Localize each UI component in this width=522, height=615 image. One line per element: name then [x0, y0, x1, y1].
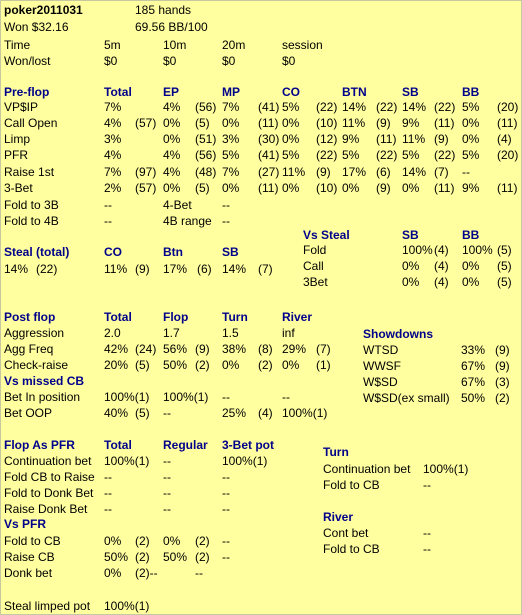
- postflop-cell-value: 50%: [163, 358, 188, 372]
- vs-missed-cb-title: Vs missed CB: [4, 374, 85, 388]
- wonlost-label: Won/lost: [4, 54, 51, 68]
- four-bet-label: 4-Bet: [163, 198, 192, 212]
- vs-steal-cell-count: (5): [497, 275, 512, 289]
- flop-pfr-col-header: 3-Bet pot: [222, 438, 274, 452]
- vs-missed-cb-cell-value: 40%: [104, 406, 129, 420]
- steal-value: 17%: [163, 262, 188, 276]
- preflop-cell-count: (11): [497, 181, 518, 195]
- preflop-cell-value: 5%: [342, 148, 360, 162]
- preflop-cell-count: (5): [195, 116, 210, 130]
- preflop-cell-value: --: [462, 165, 470, 179]
- postflop-col-header: Turn: [222, 310, 248, 324]
- vs-pfr-title: Vs PFR: [4, 517, 47, 531]
- steal-count: (6): [197, 262, 212, 276]
- preflop-cell-value: 9%: [462, 181, 480, 195]
- postflop-cell-value: 38%: [222, 342, 247, 356]
- showdown-value: 67%: [461, 359, 486, 373]
- vs-missed-cb-cell-value: 100%(1): [163, 390, 209, 404]
- postflop-cell-value: 0%: [282, 358, 300, 372]
- bb-per-100: 69.56 BB/100: [135, 20, 208, 34]
- vs-missed-cb-cell-count: (5): [135, 406, 150, 420]
- postflop-cell-count: (1): [316, 358, 331, 372]
- vs-steal-row-label: Call: [303, 259, 324, 273]
- wonlost-20m: $0: [222, 54, 236, 68]
- period-5m: 5m: [104, 38, 121, 52]
- preflop-cell-count: (27): [258, 165, 280, 179]
- preflop-cell-value: 5%: [282, 100, 300, 114]
- hands-count: 185 hands: [135, 3, 192, 17]
- showdown-row-label: WWSF: [363, 359, 401, 373]
- postflop-row-label: Check-raise: [4, 358, 69, 372]
- preflop-col-header: EP: [163, 85, 180, 99]
- preflop-cell-value: 9%: [342, 132, 360, 146]
- preflop-cell-value: 0%: [163, 132, 181, 146]
- preflop-cell-count: (56): [195, 100, 217, 114]
- flop-pfr-row-label: Fold CB to Raise: [4, 470, 95, 484]
- preflop-cell-count: (20): [497, 100, 519, 114]
- postflop-title: Post flop: [4, 310, 56, 324]
- preflop-cell-value: 14%: [342, 100, 367, 114]
- vs-pfr-cell-count: (2): [195, 534, 210, 548]
- preflop-cell-value: 9%: [402, 116, 420, 130]
- steal-count: (22): [36, 262, 58, 276]
- vs-missed-cb-row-label: Bet In position: [4, 390, 81, 404]
- preflop-cell-count: (30): [258, 132, 280, 146]
- vs-missed-cb-cell-value: --: [222, 390, 230, 404]
- preflop-cell-value: 7%: [104, 100, 122, 114]
- preflop-row-label: PFR: [4, 148, 28, 162]
- vs-steal-cell-count: (5): [497, 243, 512, 257]
- flop-pfr-title: Flop As PFR: [4, 438, 75, 452]
- vs-pfr-cell-count: (2)--: [135, 566, 158, 580]
- vs-pfr-cell-value: --: [222, 534, 230, 548]
- player-name: poker2011031: [4, 3, 83, 17]
- preflop-cell-value: 5%: [282, 148, 300, 162]
- vs-missed-cb-cell-value: 25%: [222, 406, 247, 420]
- preflop-cell-value: 5%: [222, 148, 240, 162]
- preflop-col-header: BTN: [342, 85, 367, 99]
- postflop-row-label: Agg Freq: [4, 342, 54, 356]
- preflop-cell-count: (57): [135, 116, 157, 130]
- preflop-cell-count: (22): [316, 100, 338, 114]
- showdown-value: 50%: [461, 391, 486, 405]
- showdown-row-label: WTSD: [363, 343, 399, 357]
- vs-pfr-cell-value: --: [195, 566, 203, 580]
- turn-row-label: Continuation bet: [323, 462, 411, 476]
- vs-steal-col-header: SB: [402, 228, 419, 242]
- preflop-cell-value: 0%: [282, 132, 300, 146]
- flop-pfr-col-header: Regular: [163, 438, 208, 452]
- preflop-cell-count: (97): [135, 165, 157, 179]
- fold-to-3b-label: Fold to 3B: [4, 198, 59, 212]
- preflop-col-header: CO: [282, 85, 300, 99]
- flop-pfr-row-label: Raise Donk Bet: [4, 502, 88, 516]
- flop-pfr-cell-value: --: [163, 502, 171, 516]
- postflop-cell-value: 2.0: [104, 326, 121, 340]
- vs-missed-cb-cell-value: --: [282, 390, 290, 404]
- postflop-cell-count: (2): [258, 358, 273, 372]
- turn-row-label: Fold to CB: [323, 478, 380, 492]
- flop-pfr-cell-value: --: [163, 486, 171, 500]
- preflop-cell-value: 2%: [104, 181, 122, 195]
- steal-value: 11%: [104, 262, 128, 276]
- steal-limped-label: Steal limped pot: [4, 599, 91, 613]
- preflop-cell-count: (9): [376, 116, 391, 130]
- steal-col-header: CO: [104, 245, 122, 259]
- preflop-cell-value: 7%: [222, 100, 240, 114]
- postflop-cell-value: 1.7: [163, 326, 180, 340]
- postflop-cell-value: 0%: [222, 358, 240, 372]
- preflop-cell-value: 4%: [104, 116, 122, 130]
- vs-missed-cb-cell-count: (4): [258, 406, 273, 420]
- period-session: session: [282, 38, 323, 52]
- preflop-cell-value: 5%: [462, 100, 480, 114]
- vs-pfr-cell-count: (2): [135, 534, 150, 548]
- vs-pfr-row-label: Raise CB: [4, 550, 55, 564]
- showdown-value: 33%: [461, 343, 486, 357]
- preflop-cell-value: 17%: [342, 165, 367, 179]
- vs-steal-cell-count: (4): [434, 243, 449, 257]
- four-bet-range-label: 4B range: [163, 214, 212, 228]
- preflop-cell-count: (41): [258, 148, 280, 162]
- vs-steal-cell-value: 100%: [462, 243, 493, 257]
- showdown-count: (9): [495, 343, 510, 357]
- preflop-col-header: BB: [462, 85, 480, 99]
- preflop-cell-value: 4%: [163, 148, 181, 162]
- steal-count: (9): [135, 262, 150, 276]
- steal-value: 14%: [222, 262, 247, 276]
- preflop-cell-value: 7%: [104, 165, 122, 179]
- preflop-cell-count: (4): [497, 132, 512, 146]
- showdowns-title: Showdowns: [363, 327, 433, 341]
- vs-steal-title: Vs Steal: [303, 228, 350, 242]
- preflop-cell-count: (9): [376, 181, 391, 195]
- flop-pfr-row-label: Continuation bet: [4, 454, 92, 468]
- vs-steal-cell-value: 0%: [402, 259, 420, 273]
- vs-steal-col-header: BB: [462, 228, 480, 242]
- preflop-cell-value: 5%: [462, 148, 480, 162]
- showdown-count: (2): [495, 391, 510, 405]
- preflop-row-label: VP$IP: [4, 100, 39, 114]
- preflop-cell-value: 14%: [402, 165, 427, 179]
- turn-title: Turn: [323, 445, 349, 459]
- vs-steal-row-label: 3Bet: [303, 275, 328, 289]
- vs-missed-cb-row-label: Bet OOP: [4, 406, 53, 420]
- postflop-cell-value: 56%: [163, 342, 188, 356]
- wonlost-session: $0: [282, 54, 296, 68]
- preflop-cell-value: 0%: [282, 116, 300, 130]
- flop-pfr-cell-value: --: [222, 502, 230, 516]
- river-row-label: Cont bet: [323, 526, 369, 540]
- postflop-cell-value: 1.5: [222, 326, 239, 340]
- vs-steal-cell-value: 0%: [462, 259, 480, 273]
- preflop-cell-value: 0%: [342, 181, 360, 195]
- vs-pfr-cell-value: --: [222, 550, 230, 564]
- vs-pfr-row-label: Fold to CB: [4, 534, 61, 548]
- flop-pfr-cell-value: --: [222, 470, 230, 484]
- fold-to-3b-value: --: [104, 198, 112, 212]
- preflop-cell-count: (11): [434, 181, 455, 195]
- postflop-row-label: Aggression: [4, 326, 65, 340]
- preflop-title: Pre-flop: [4, 85, 50, 99]
- postflop-cell-count: (8): [258, 342, 273, 356]
- flop-pfr-cell-value: --: [104, 470, 112, 484]
- preflop-row-label: Limp: [4, 132, 31, 146]
- preflop-cell-value: 5%: [402, 148, 420, 162]
- preflop-cell-value: 7%: [222, 165, 240, 179]
- flop-pfr-cell-value: --: [163, 454, 171, 468]
- flop-pfr-cell-value: --: [163, 470, 171, 484]
- postflop-cell-value: 29%: [282, 342, 307, 356]
- flop-pfr-cell-value: --: [222, 486, 230, 500]
- preflop-cell-value: 4%: [163, 165, 181, 179]
- river-row-label: Fold to CB: [323, 542, 380, 556]
- preflop-cell-count: (11): [258, 181, 279, 195]
- preflop-cell-count: (12): [316, 132, 338, 146]
- showdown-count: (9): [495, 359, 510, 373]
- vs-pfr-cell-count: (2): [195, 550, 210, 564]
- steal-title: Steal (total): [4, 245, 70, 259]
- preflop-cell-count: (11): [376, 132, 397, 146]
- preflop-cell-count: (11): [497, 116, 518, 130]
- vs-missed-cb-cell-value: 100%(1): [282, 406, 328, 420]
- preflop-cell-value: 11%: [282, 165, 306, 179]
- postflop-cell-count: (5): [135, 358, 150, 372]
- postflop-col-header: Flop: [163, 310, 189, 324]
- flop-pfr-cell-value: 100%(1): [222, 454, 268, 468]
- vs-steal-cell-value: 100%: [402, 243, 433, 257]
- preflop-cell-count: (57): [135, 181, 157, 195]
- preflop-cell-count: (9): [434, 132, 449, 146]
- vs-steal-cell-count: (4): [434, 275, 449, 289]
- preflop-cell-value: 0%: [222, 181, 240, 195]
- vs-pfr-cell-value: 0%: [163, 534, 181, 548]
- preflop-cell-count: (41): [258, 100, 280, 114]
- preflop-cell-count: (5): [195, 181, 210, 195]
- preflop-cell-count: (56): [195, 148, 217, 162]
- preflop-cell-value: 14%: [402, 100, 427, 114]
- steal-value: 14%: [4, 262, 29, 276]
- showdown-value: 67%: [461, 375, 486, 389]
- preflop-col-header: Total: [104, 85, 132, 99]
- preflop-cell-count: (22): [316, 148, 338, 162]
- preflop-cell-value: 0%: [163, 116, 181, 130]
- postflop-cell-value: 20%: [104, 358, 129, 372]
- period-10m: 10m: [163, 38, 187, 52]
- preflop-cell-value: 0%: [402, 181, 420, 195]
- vs-pfr-cell-count: (2): [135, 550, 150, 564]
- preflop-col-header: SB: [402, 85, 419, 99]
- preflop-cell-count: (22): [434, 148, 456, 162]
- river-row-value: --: [423, 542, 431, 556]
- won-amount: Won $32.16: [4, 20, 69, 34]
- preflop-cell-value: 0%: [163, 181, 181, 195]
- turn-row-value: --: [423, 478, 431, 492]
- flop-pfr-cell-value: 100%(1): [104, 454, 150, 468]
- vs-missed-cb-cell-value: 100%(1): [104, 390, 150, 404]
- vs-steal-cell-value: 0%: [402, 275, 420, 289]
- postflop-cell-value: inf: [282, 326, 295, 340]
- preflop-cell-count: (22): [434, 100, 456, 114]
- steal-count: (7): [258, 262, 273, 276]
- river-row-value: --: [423, 526, 431, 540]
- river-title: River: [323, 510, 354, 524]
- wonlost-10m: $0: [163, 54, 177, 68]
- flop-pfr-col-header: Total: [104, 438, 132, 452]
- preflop-cell-count: (11): [434, 116, 455, 130]
- preflop-cell-value: 4%: [163, 100, 181, 114]
- flop-pfr-row-label: Fold to Donk Bet: [4, 486, 94, 500]
- time-label: Time: [4, 38, 31, 52]
- flop-pfr-cell-value: --: [104, 502, 112, 516]
- vs-pfr-row-label: Donk bet: [4, 566, 53, 580]
- postflop-cell-count: (24): [135, 342, 157, 356]
- preflop-cell-count: (48): [195, 165, 217, 179]
- vs-pfr-cell-value: 0%: [104, 566, 122, 580]
- postflop-cell-value: 42%: [104, 342, 129, 356]
- showdown-row-label: W$SD(ex small): [363, 391, 450, 405]
- vs-missed-cb-cell-value: --: [163, 406, 171, 420]
- postflop-col-header: Total: [104, 310, 132, 324]
- preflop-cell-value: 0%: [462, 116, 480, 130]
- vs-steal-cell-count: (5): [497, 259, 512, 273]
- steal-col-header: Btn: [163, 245, 183, 259]
- preflop-cell-count: (22): [376, 100, 398, 114]
- preflop-cell-value: 3%: [222, 132, 240, 146]
- preflop-row-label: 3-Bet: [4, 181, 33, 195]
- preflop-cell-count: (10): [316, 116, 338, 130]
- postflop-cell-count: (2): [195, 358, 210, 372]
- wonlost-5m: $0: [104, 54, 118, 68]
- preflop-cell-value: 3%: [104, 132, 122, 146]
- vs-pfr-cell-value: 0%: [104, 534, 122, 548]
- postflop-cell-count: (7): [316, 342, 331, 356]
- postflop-col-header: River: [282, 310, 313, 324]
- preflop-cell-value: 0%: [282, 181, 300, 195]
- fold-to-4b-value: --: [104, 214, 112, 228]
- preflop-cell-value: 11%: [342, 116, 366, 130]
- preflop-row-label: Call Open: [4, 116, 58, 130]
- vs-pfr-cell-value: 50%: [104, 550, 129, 564]
- showdown-row-label: W$SD: [363, 375, 398, 389]
- postflop-cell-count: (9): [195, 342, 210, 356]
- fold-to-4b-label: Fold to 4B: [4, 214, 59, 228]
- preflop-cell-value: 11%: [402, 132, 426, 146]
- preflop-row-label: Raise 1st: [4, 165, 55, 179]
- preflop-cell-count: (20): [497, 148, 519, 162]
- preflop-col-header: MP: [222, 85, 240, 99]
- showdown-count: (3): [495, 375, 510, 389]
- preflop-cell-count: (9): [316, 165, 331, 179]
- vs-steal-cell-value: 0%: [462, 275, 480, 289]
- four-bet-range-value: --: [222, 214, 230, 228]
- turn-row-value: 100%(1): [423, 462, 469, 476]
- preflop-cell-count: (7): [434, 165, 449, 179]
- period-20m: 20m: [222, 38, 246, 52]
- vs-steal-cell-count: (4): [434, 259, 449, 273]
- steal-limped-value: 100%(1): [104, 599, 150, 613]
- preflop-cell-value: 0%: [462, 132, 480, 146]
- preflop-cell-count: (11): [258, 116, 279, 130]
- vs-pfr-cell-value: 50%: [163, 550, 188, 564]
- four-bet-value: --: [222, 198, 230, 212]
- steal-col-header: SB: [222, 245, 239, 259]
- flop-pfr-cell-value: --: [104, 486, 112, 500]
- preflop-cell-value: 4%: [104, 148, 122, 162]
- preflop-cell-count: (51): [195, 132, 217, 146]
- preflop-cell-count: (10): [316, 181, 338, 195]
- preflop-cell-value: 0%: [222, 116, 240, 130]
- preflop-cell-count: (6): [376, 165, 391, 179]
- preflop-cell-count: (22): [376, 148, 398, 162]
- vs-steal-row-label: Fold: [303, 243, 327, 257]
